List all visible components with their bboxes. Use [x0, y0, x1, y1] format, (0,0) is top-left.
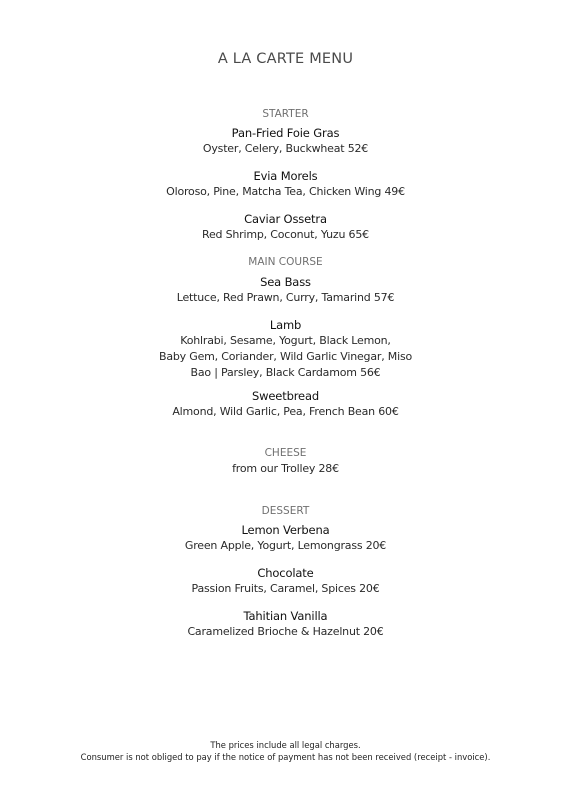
dish-description: Passion Fruits, Caramel, Spices 20€: [191, 582, 380, 595]
dish-description-line: Baby Gem, Coriander, Wild Garlic Vinegar, Miso: [158, 350, 413, 363]
menu-title: A LA CARTE MENU: [217, 51, 354, 67]
section-heading-cheese: CHEESE: [264, 447, 307, 459]
section-heading-dessert: DESSERT: [261, 505, 310, 517]
dish-description: Green Apple, Yogurt, Lemongrass 20€: [184, 539, 387, 552]
dish-name: Lamb: [269, 318, 302, 332]
dish-description: Caramelized Brioche & Hazelnut 20€: [187, 625, 384, 638]
dish-item: [0, 274, 571, 306]
legal-footer: [0, 739, 571, 763]
dish-name: Evia Morels: [253, 169, 318, 183]
dish-name: Sea Bass: [260, 275, 311, 289]
dish-name: Tahitian Vanilla: [243, 609, 328, 623]
section-heading-starter: STARTER: [262, 108, 309, 120]
dish-description: Oyster, Celery, Buckwheat 52€: [202, 142, 369, 155]
dish-name: Sweetbread: [251, 389, 320, 403]
dish-description-line: Kohlrabi, Sesame, Yogurt, Black Lemon,: [180, 334, 391, 347]
dish-description: Red Shrimp, Coconut, Yuzu 65€: [202, 228, 369, 241]
dish-description: from our Trolley 28€: [232, 462, 339, 475]
section-heading-main-course: MAIN COURSE: [248, 256, 323, 268]
dish-name: Lemon Verbena: [241, 523, 330, 537]
dish-item: [0, 317, 571, 381]
dish-description: Almond, Wild Garlic, Pea, French Bean 60€: [172, 405, 399, 418]
dish-item: [0, 565, 571, 597]
dish-item: [0, 388, 571, 420]
dish-item: [0, 125, 571, 157]
dish-name: Caviar Ossetra: [244, 212, 327, 226]
dish-description: Lettuce, Red Prawn, Curry, Tamarind 57€: [176, 291, 395, 304]
dish-description-line: Bao | Parsley, Black Cardamom 56€: [190, 366, 381, 379]
dish-item: [0, 461, 571, 477]
dish-item: [0, 522, 571, 554]
footer-line: The prices include all legal charges.: [210, 740, 361, 750]
dish-name: Pan-Fried Foie Gras: [231, 126, 340, 140]
dish-description: Oloroso, Pine, Matcha Tea, Chicken Wing 49€: [166, 185, 405, 198]
footer-line: Consumer is not obliged to pay if the notice of payment has not been received (receipt - invoice).: [80, 752, 491, 762]
dish-item: [0, 608, 571, 640]
dish-item: [0, 211, 571, 243]
dish-item: [0, 168, 571, 200]
dish-name: Chocolate: [257, 566, 314, 580]
